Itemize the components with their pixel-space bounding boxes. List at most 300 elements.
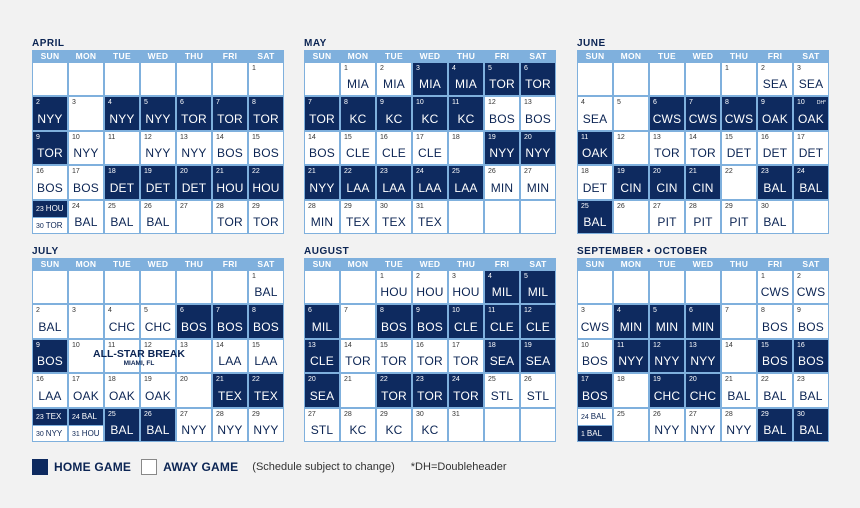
weekday-label: THU — [729, 259, 749, 269]
day-number: 31 — [452, 410, 460, 418]
opponent: MIN — [526, 180, 550, 195]
day-cell — [520, 304, 556, 338]
opponent: BOS — [798, 354, 824, 369]
day-cell — [248, 131, 284, 165]
opponent: NYY — [109, 111, 135, 126]
weekday-label: MON — [620, 259, 642, 269]
day-number: 4 — [617, 307, 621, 315]
day-cell — [520, 62, 556, 96]
day-cell — [448, 131, 484, 165]
opponent: KC — [421, 111, 439, 126]
day-cell — [613, 96, 649, 130]
day-cell — [376, 339, 412, 373]
opponent: STL — [310, 422, 334, 437]
day-cell — [412, 373, 448, 407]
day-number: 21 — [308, 168, 316, 176]
opponent: TOR — [45, 220, 63, 230]
day-cell — [304, 304, 340, 338]
day-cell — [104, 200, 140, 234]
weekday-label: SUN — [40, 51, 60, 61]
day-number: 7 — [216, 99, 220, 107]
day-number: 11 — [452, 99, 460, 107]
month-title: JUNE — [577, 38, 606, 49]
day-cell — [176, 270, 212, 304]
day-number: 10 — [452, 307, 460, 315]
opponent: BAL — [146, 214, 170, 229]
opponent: KC — [349, 422, 367, 437]
month-title: SEPTEMBER • OCTOBER — [577, 246, 708, 257]
day-number: 1 — [380, 273, 384, 280]
opponent: SEA — [762, 77, 788, 92]
legend-home-label: HOME GAME — [54, 460, 132, 474]
day-number: 22 — [380, 376, 388, 384]
day-number: 22 — [252, 376, 260, 384]
weekday-label: FRI — [222, 51, 238, 61]
weekday-label: TUE — [113, 51, 131, 61]
day-cell — [448, 339, 484, 373]
all-star-break — [84, 348, 194, 367]
day-number: 27 — [308, 410, 316, 418]
day-number: 17 — [797, 133, 805, 141]
day-number: 19 — [524, 341, 532, 349]
day-cell — [248, 96, 284, 130]
day-cell — [613, 304, 649, 338]
day-cell — [721, 96, 757, 130]
legend-away-label: AWAY GAME — [163, 460, 239, 474]
day-number: 11 — [108, 341, 116, 349]
opponent: BOS — [762, 354, 788, 369]
day-cell — [340, 408, 376, 442]
day-number: 10 — [72, 133, 80, 141]
day-number: 13 — [308, 341, 316, 349]
day-cell — [68, 270, 104, 304]
opponent: KC — [385, 111, 403, 126]
opponent: BAL — [74, 214, 98, 229]
day-number: 6 — [524, 65, 528, 72]
opponent: NYY — [217, 422, 243, 437]
day-number: 24 — [797, 168, 805, 176]
day-cell — [104, 131, 140, 165]
day-cell — [176, 165, 212, 199]
day-cell — [577, 96, 613, 130]
opponent: KC — [421, 422, 439, 437]
day-cell — [304, 96, 340, 130]
opponent: TOR — [309, 111, 335, 126]
day-cell — [140, 165, 176, 199]
day-number: 6 — [180, 307, 184, 315]
month-grid — [577, 62, 829, 234]
day-cell — [176, 131, 212, 165]
day-number: 13 — [180, 133, 188, 141]
day-number: 2 — [380, 65, 384, 72]
weekday-label: WED — [147, 51, 169, 61]
opponent: BOS — [217, 146, 243, 161]
day-cell — [212, 373, 248, 407]
weekday-label: SAT — [529, 51, 547, 61]
day-cell — [793, 408, 829, 442]
opponent: BAL — [799, 388, 823, 403]
opponent: CIN — [656, 180, 678, 195]
day-cell — [448, 304, 484, 338]
opponent: PIT — [693, 214, 713, 229]
day-number: 2 — [36, 99, 40, 107]
day-cell — [793, 304, 829, 338]
day-number: 30 — [36, 430, 44, 438]
day-number: 16 — [797, 341, 805, 349]
opponent: DET — [762, 146, 788, 161]
month-grid — [304, 270, 556, 442]
opponent: OAK — [109, 388, 135, 403]
opponent: CLE — [310, 354, 334, 369]
day-cell — [248, 165, 284, 199]
opponent: TOR — [417, 388, 443, 403]
day-cell — [248, 270, 284, 304]
day-number: 30 — [380, 202, 388, 210]
day-cell — [304, 270, 340, 304]
opponent: BAL — [763, 422, 787, 437]
day-cell — [376, 62, 412, 96]
day-cell — [613, 408, 649, 442]
day-number: 29 — [380, 410, 388, 418]
weekday-label: WED — [419, 259, 441, 269]
day-cell — [721, 200, 757, 234]
opponent: DET — [181, 180, 207, 195]
day-cell — [176, 200, 212, 234]
day-cell — [140, 373, 176, 407]
weekday-label: TUE — [385, 51, 403, 61]
opponent: SEA — [489, 354, 515, 369]
day-cell — [68, 96, 104, 130]
day-cell — [577, 270, 613, 304]
day-number: 13 — [653, 133, 661, 141]
day-cell — [520, 165, 556, 199]
day-cell — [32, 270, 68, 304]
day-cell — [104, 270, 140, 304]
day-cell — [104, 304, 140, 338]
day-number: 28 — [344, 410, 352, 418]
day-cell — [376, 96, 412, 130]
day-number: 6 — [180, 99, 184, 107]
day-number: 20 — [180, 376, 188, 384]
day-cell — [613, 62, 649, 96]
opponent: BAL — [727, 388, 751, 403]
opponent: SEA — [309, 388, 335, 403]
opponent: NYY — [690, 354, 716, 369]
opponent: MIL — [527, 285, 549, 300]
opponent: HOU — [252, 180, 280, 195]
day-number: 12 — [653, 341, 661, 349]
day-number: 7 — [308, 99, 312, 107]
month-title: MAY — [304, 38, 327, 49]
day-number: 26 — [488, 168, 496, 176]
opponent: DET — [798, 146, 824, 161]
day-cell — [68, 62, 104, 96]
day-cell — [340, 96, 376, 130]
opponent: TEX — [346, 214, 370, 229]
opponent: CWS — [688, 111, 718, 126]
day-cell — [685, 200, 721, 234]
opponent: MIN — [691, 319, 715, 334]
day-number: 10 — [581, 341, 589, 349]
day-number: 5 — [144, 99, 148, 107]
weekday-label: SAT — [802, 259, 820, 269]
opponent: MIL — [311, 319, 333, 334]
day-cell — [304, 200, 340, 234]
day-number: 21 — [689, 168, 697, 176]
month-grid — [304, 62, 556, 234]
day-cell — [685, 373, 721, 407]
day-cell — [212, 270, 248, 304]
day-cell — [248, 373, 284, 407]
opponent: TOR — [654, 146, 680, 161]
day-cell — [340, 131, 376, 165]
day-number: 11 — [488, 307, 496, 315]
opponent: CLE — [526, 319, 550, 334]
opponent: NYY — [145, 111, 171, 126]
day-cell — [649, 165, 685, 199]
day-cell — [376, 200, 412, 234]
opponent: CLE — [382, 146, 406, 161]
day-number: 28 — [725, 410, 733, 418]
day-number: 24 — [416, 168, 424, 176]
day-cell — [412, 339, 448, 373]
day-cell — [304, 62, 340, 96]
opponent: BAL — [799, 180, 823, 195]
opponent: MIN — [619, 319, 643, 334]
day-cell — [248, 62, 284, 96]
day-number: 7 — [689, 99, 693, 107]
opponent: BAL — [763, 180, 787, 195]
day-cell — [484, 62, 520, 96]
weekday-label: SUN — [312, 259, 332, 269]
day-cell — [484, 96, 520, 130]
opponent: DET — [109, 180, 135, 195]
day-number: 29 — [761, 410, 769, 418]
day-number: 30 — [797, 410, 805, 418]
day-number: 25 — [581, 202, 589, 210]
legend-dh-note: *DH=Doubleheader — [410, 461, 507, 473]
weekday-header — [32, 258, 284, 270]
opponent: TOR — [489, 77, 515, 92]
day-number: 29 — [252, 202, 260, 210]
day-cell — [140, 408, 176, 442]
day-number: 9 — [380, 99, 384, 107]
opponent: BOS — [417, 319, 443, 334]
opponent: CLE — [346, 146, 370, 161]
day-number: 28 — [216, 202, 224, 210]
split-day — [69, 409, 103, 425]
day-number: 2 — [416, 273, 420, 280]
weekday-label: SAT — [257, 259, 275, 269]
day-number: 26 — [653, 410, 661, 418]
all-star-location: MIAMI, FL — [123, 360, 155, 367]
day-number: 6 — [308, 307, 312, 315]
day-cell — [757, 304, 793, 338]
month-1 — [32, 38, 284, 234]
day-cell — [793, 339, 829, 373]
weekday-label: FRI — [222, 259, 238, 269]
day-cell — [520, 200, 556, 234]
day-cell — [212, 131, 248, 165]
day-cell — [140, 270, 176, 304]
day-cell — [484, 165, 520, 199]
day-number: 9 — [761, 99, 765, 107]
day-cell — [484, 408, 520, 442]
opponent: TOR — [253, 111, 279, 126]
day-number: 20 — [308, 376, 316, 384]
opponent: BOS — [253, 319, 279, 334]
day-cell — [176, 373, 212, 407]
opponent: OAK — [798, 111, 824, 126]
day-number: 27 — [653, 202, 661, 210]
day-number: 1 — [581, 430, 585, 438]
opponent: DET — [726, 146, 752, 161]
day-number: 18 — [581, 168, 589, 176]
day-cell — [520, 131, 556, 165]
weekday-header — [304, 258, 556, 270]
opponent: BOS — [798, 319, 824, 334]
day-number: 5 — [144, 307, 148, 315]
month-4 — [32, 246, 284, 442]
day-cell — [613, 200, 649, 234]
day-number: 15 — [761, 341, 769, 349]
day-cell — [412, 408, 448, 442]
weekday-label: THU — [184, 51, 204, 61]
opponent: CHC — [653, 388, 681, 403]
day-cell — [104, 373, 140, 407]
day-cell — [757, 339, 793, 373]
day-cell — [176, 62, 212, 96]
opponent: BAL — [763, 388, 787, 403]
day-cell — [68, 373, 104, 407]
opponent: BAL — [110, 214, 134, 229]
day-cell — [577, 339, 613, 373]
opponent: BOS — [181, 319, 207, 334]
weekday-label: FRI — [767, 51, 783, 61]
day-cell — [685, 131, 721, 165]
day-cell — [685, 165, 721, 199]
weekday-label: WED — [692, 51, 714, 61]
day-cell — [649, 339, 685, 373]
opponent: BOS — [217, 319, 243, 334]
opponent: SEA — [798, 77, 824, 92]
day-cell — [721, 270, 757, 304]
day-cell — [757, 270, 793, 304]
day-cell — [577, 200, 613, 234]
day-number: 23 — [761, 168, 769, 176]
home-game-swatch — [32, 459, 48, 475]
day-cell — [340, 200, 376, 234]
day-number: 8 — [252, 99, 256, 107]
weekday-label: THU — [729, 51, 749, 61]
day-cell — [649, 373, 685, 407]
day-number: 25 — [488, 376, 496, 384]
day-cell — [212, 304, 248, 338]
day-number: 20 — [180, 168, 188, 176]
day-cell — [649, 270, 685, 304]
weekday-header — [304, 50, 556, 62]
day-number: 13 — [180, 341, 188, 349]
day-number: 7 — [344, 307, 348, 315]
day-number: 29 — [252, 410, 260, 418]
day-cell — [757, 62, 793, 96]
opponent: OAK — [73, 388, 99, 403]
weekday-label: TUE — [385, 259, 403, 269]
day-number: 10 — [72, 341, 80, 349]
opponent: TOR — [453, 388, 479, 403]
day-number: 12 — [144, 341, 152, 349]
day-number: 21 — [344, 376, 352, 384]
day-cell — [721, 304, 757, 338]
opponent: TOR — [345, 354, 371, 369]
opponent: MIA — [347, 77, 369, 92]
day-number: 7 — [216, 307, 220, 315]
away-game-swatch — [141, 459, 157, 475]
opponent: NYY — [654, 422, 680, 437]
day-cell — [649, 408, 685, 442]
weekday-label: WED — [419, 51, 441, 61]
opponent: BOS — [37, 180, 63, 195]
weekday-label: SUN — [312, 51, 332, 61]
opponent: NYY — [45, 428, 63, 438]
opponent: LAA — [454, 180, 478, 195]
day-cell — [484, 270, 520, 304]
opponent: NYY — [726, 422, 752, 437]
opponent: KC — [385, 422, 403, 437]
day-cell — [412, 304, 448, 338]
legend-schedule-note: (Schedule subject to change) — [252, 461, 395, 473]
day-number: 15 — [344, 133, 352, 141]
day-cell — [376, 270, 412, 304]
opponent: BAL — [110, 422, 134, 437]
opponent: BOS — [309, 146, 335, 161]
day-cell — [212, 200, 248, 234]
weekday-label: TUE — [113, 259, 131, 269]
day-number: 15 — [252, 133, 260, 141]
weekday-label: SAT — [257, 51, 275, 61]
day-cell — [721, 408, 757, 442]
day-number: 13 — [524, 99, 532, 107]
day-number: 27 — [524, 168, 532, 176]
day-number: 14 — [344, 341, 352, 349]
opponent: TOR — [37, 146, 63, 161]
day-cell — [649, 200, 685, 234]
opponent: TEX — [45, 411, 62, 421]
opponent: TOR — [690, 146, 716, 161]
weekday-label: SUN — [585, 51, 605, 61]
opponent: BAL — [146, 422, 170, 437]
day-cell — [484, 304, 520, 338]
month-3 — [577, 38, 829, 234]
day-number: 21 — [216, 168, 224, 176]
day-cell — [757, 165, 793, 199]
day-cell — [412, 62, 448, 96]
opponent: CWS — [760, 285, 790, 300]
day-number: 25 — [617, 410, 625, 418]
day-cell — [140, 62, 176, 96]
day-cell — [376, 408, 412, 442]
day-number: 23 — [797, 376, 805, 384]
day-number: 5 — [524, 273, 528, 280]
day-cell — [685, 408, 721, 442]
day-cell — [613, 373, 649, 407]
opponent: LAA — [218, 354, 242, 369]
day-cell — [340, 339, 376, 373]
day-number: 7 — [725, 307, 729, 315]
opponent: OAK — [762, 111, 788, 126]
day-cell — [448, 165, 484, 199]
day-number: 17 — [72, 168, 80, 176]
